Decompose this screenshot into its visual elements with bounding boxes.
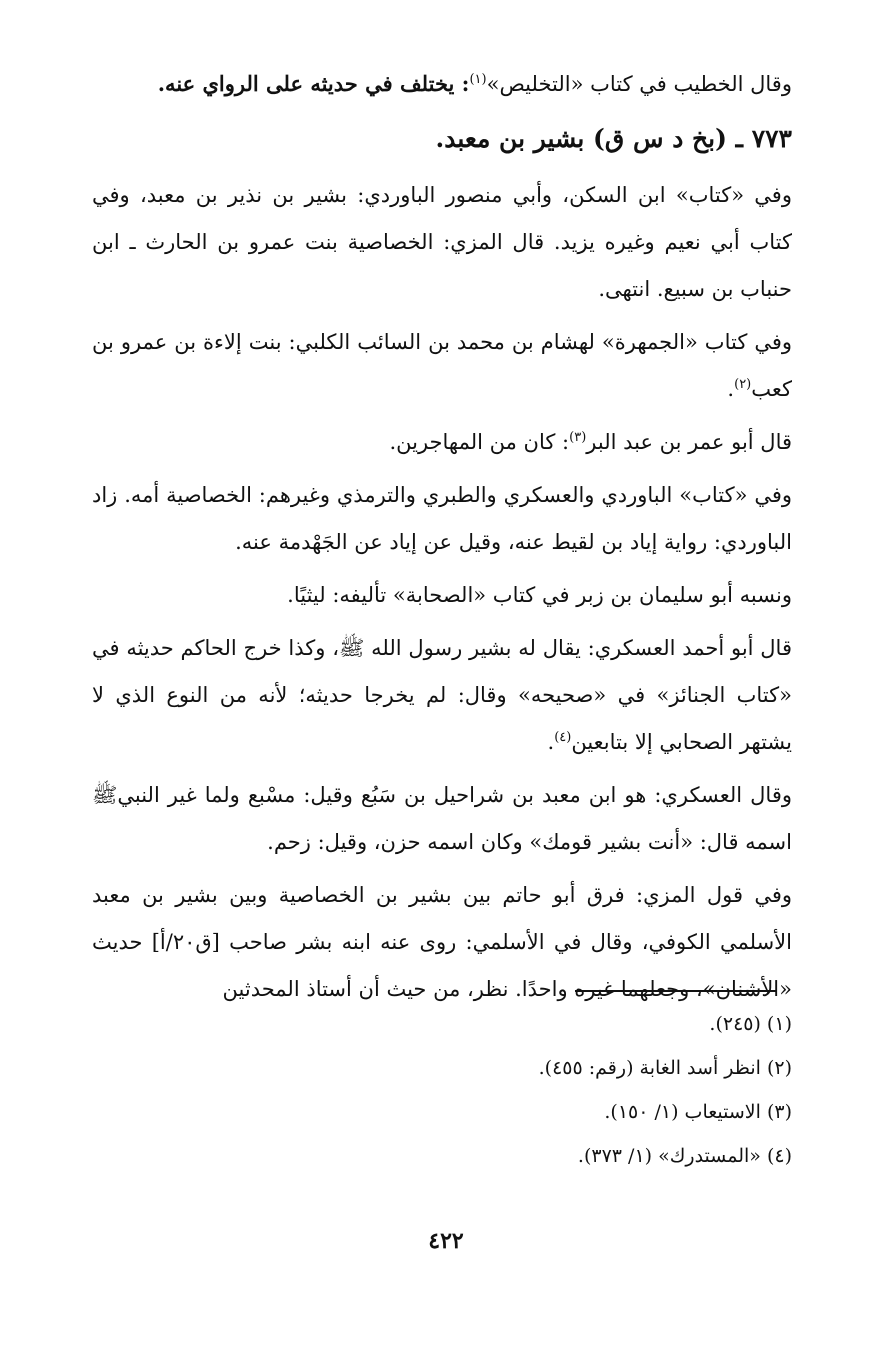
entry-heading: ٧٧٣ ـ (بخ د س ق) بشير بن معبد. — [435, 124, 792, 153]
paragraph-5: وفي «كتاب» الباوردي والعسكري والطبري والترمذي وغيرهم: الخصاصية أمه. زاد الباوردي: رواية إياد بن لقيط عنه، وقيل عن إياد عن الجَهْدمة عنه. — [92, 483, 792, 554]
paragraph-4-text: قال أبو عمر بن عبد البر — [586, 430, 792, 454]
page-body — [92, 60, 792, 1019]
footnote-ref-4[interactable]: (٤) — [554, 730, 572, 745]
page-number: ٤٢٢ — [428, 1228, 464, 1254]
paragraph-1-text: وقال الخطيب في كتاب «التخليص» — [486, 72, 792, 96]
paragraph-1-bold: : يختلف في حديثه على الرواي عنه. — [157, 71, 470, 96]
paragraph-4 — [92, 419, 792, 466]
paragraph-6: ونسبه أبو سليمان بن زبر في كتاب «الصحابة» تأليفه: ليثيًا. — [287, 583, 792, 607]
footnote-ref-1[interactable]: (١) — [469, 72, 487, 87]
paragraph-7-text: قال أبو أحمد العسكري: يقال له بشير رسول الله ﷺ، وكذا خرج الحاكم حديثه في «كتاب الجنائز» في «صحيحه» وقال: لم يخرجا حديثه؛ لأنه من النوع الذي لا يشتهر الصحابي إلا بتابعين — [92, 636, 792, 754]
footnote-2: (٢) انظر أسد الغابة (رقم: ٤٥٥). — [538, 1057, 792, 1079]
footnote-1: (١) (٢٤٥). — [709, 1013, 792, 1035]
paragraph-8: وقال العسكري: هو ابن معبد بن شراحيل بن سَبُع وقيل: مسْبع ولما غير النبيﷺ اسمه قال: «أنت بشير قومك» وكان اسمه حزن، وقيل: زحم. — [92, 783, 792, 854]
paragraph-4-end: : كان من المهاجرين. — [389, 430, 570, 454]
footnotes-list — [92, 1002, 792, 1178]
paragraph-7-end: . — [547, 730, 555, 754]
paragraph-3 — [92, 319, 792, 413]
paragraph-2: وفي «كتاب» ابن السكن، وأبي منصور الباوردي: بشير بن نذير بن معبد، وفي كتاب أبي نعيم وغيره يزيد. قال المزي: الخصاصية بنت عمرو بن الحارث ـ ابن حنباب بن سبيع. انتهى. — [92, 183, 792, 301]
paragraph-3-end: . — [727, 377, 735, 401]
paragraph-9: وفي قول المزي: فرق أبو حاتم بين بشير بن الخصاصية وبين بشير بن معبد الأسلمي الكوفي، وقال في الأسلمي: روى عنه ابنه بشر صاحب [ق٢٠/أ] حديث «الأشنان»، وجعلهما غيره واحدًا. نظر، من حيث أن أستاذ المحدثين — [92, 883, 792, 1001]
footnote-3: (٣) الاستيعاب (١/ ١٥٠). — [604, 1101, 792, 1123]
footnote-ref-3[interactable]: (٣) — [569, 430, 587, 445]
footnote-divider — [575, 990, 777, 992]
footnote-4: (٤) «المستدرك» (١/ ٣٧٣). — [577, 1145, 792, 1167]
paragraph-1 — [92, 60, 792, 108]
paragraph-3-text: وفي كتاب «الجمهرة» لهشام بن محمد بن السائب الكلبي: بنت إلاءة بن عمرو بن كعب — [92, 330, 792, 401]
footnote-ref-2[interactable]: (٢) — [734, 377, 752, 392]
paragraph-7 — [92, 625, 792, 766]
